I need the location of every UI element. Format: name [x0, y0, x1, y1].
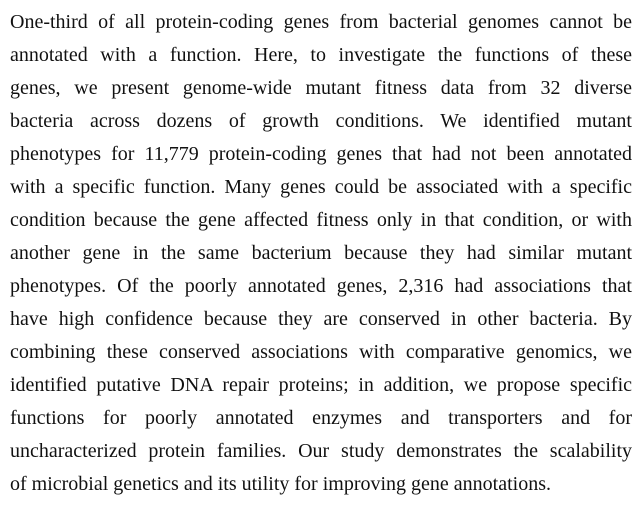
- abstract-line-2: annotated with a function. Here, to investigate the functions of these: [10, 44, 632, 66]
- abstract-line-11: combining these conserved associations with comparative genomics, we: [10, 341, 632, 363]
- abstract-line-8: another gene in the same bacterium because they had similar mutant: [10, 242, 632, 264]
- abstract-line-3: genes, we present genome-wide mutant fitness data from 32 diverse: [10, 77, 632, 99]
- abstract-line-14: uncharacterized protein families. Our study demonstrates the scalability: [10, 440, 632, 462]
- abstract-line-13: functions for poorly annotated enzymes and transporters and for: [10, 407, 632, 429]
- abstract-line-6: with a specific function. Many genes could be associated with a specific: [10, 176, 632, 198]
- abstract-line-7: condition because the gene affected fitness only in that condition, or with: [10, 209, 632, 231]
- abstract-line-5: phenotypes for 11,779 protein-coding genes that had not been annotated: [10, 143, 632, 165]
- abstract-line-15: of microbial genetics and its utility for improving gene annotations.: [10, 473, 551, 495]
- abstract-paragraph: [10, 6, 632, 501]
- abstract-line-1: One-third of all protein-coding genes from bacterial genomes cannot be: [10, 11, 632, 33]
- abstract-line-4: bacteria across dozens of growth conditions. We identified mutant: [10, 110, 632, 132]
- abstract-line-10: have high confidence because they are conserved in other bacteria. By: [10, 308, 632, 330]
- abstract-line-12: identified putative DNA repair proteins; in addition, we propose specific: [10, 374, 632, 396]
- abstract-line-9: phenotypes. Of the poorly annotated genes, 2,316 had associations that: [10, 275, 632, 297]
